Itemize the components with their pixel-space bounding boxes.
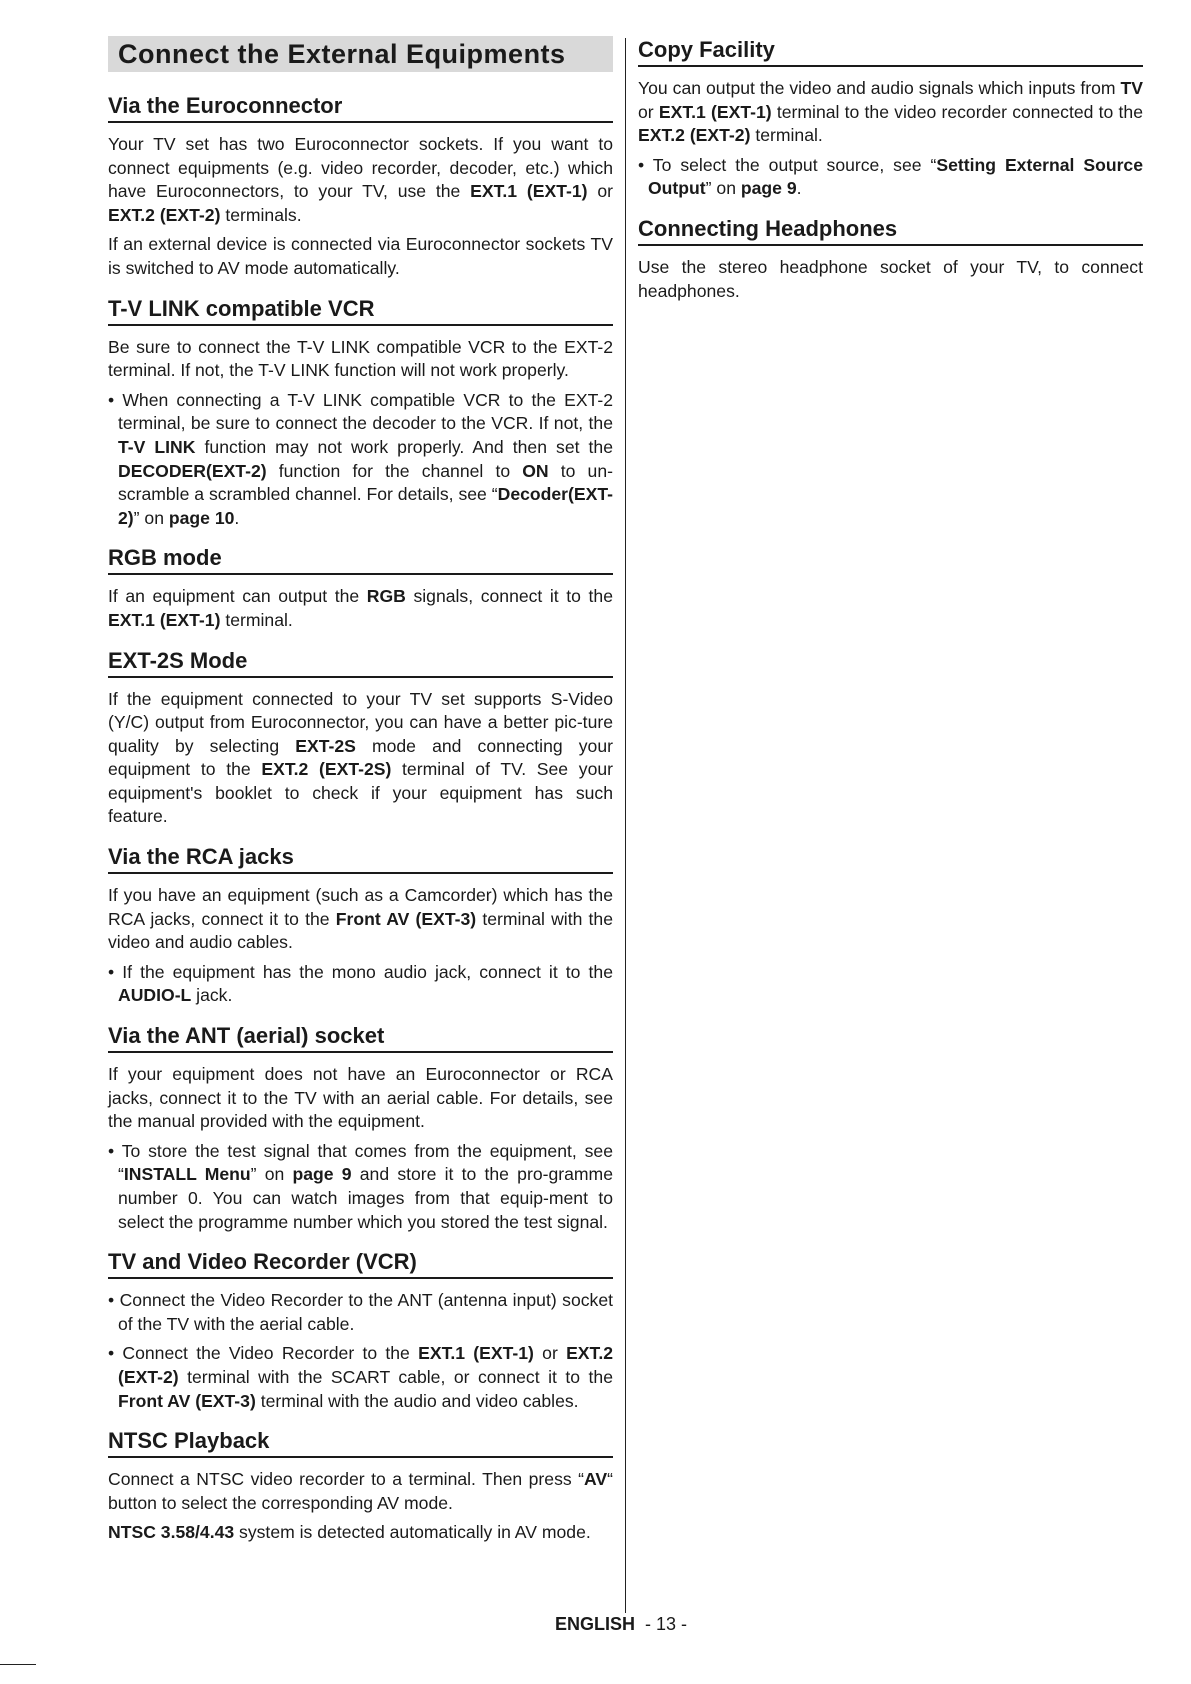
paragraph: If your equipment does not have an Euroconnector or RCA jacks, connect it to the TV with an aerial cable. For details, see the manual provided with the equipment.	[108, 1064, 613, 1132]
right-column	[638, 36, 1143, 317]
section-heading: Connecting Headphones	[638, 215, 1143, 246]
section-heading: NTSC Playback	[108, 1427, 613, 1458]
bullet-item: • To store the test signal that comes from the equipment, see “INSTALL Menu” on page 9 and store it to the pro-gramme number 0. You can watch images from that equip-ment to select the programme number which you stored the test signal.	[108, 1140, 613, 1232]
section-ext2s	[108, 647, 613, 830]
paragraph: If the equipment connected to your TV set supports S-Video (Y/C) output from Euroconnector, you can have a better pic-ture quality by selecting EXT-2S mode and connecting your equipment to the EXT.2 (EXT-2S) terminal of TV. See your equipment's booklet to check if your equipment has such feature.	[108, 688, 613, 827]
paragraph: Connect a NTSC video recorder to a terminal. Then press “AV“ button to select the corresponding AV mode.	[108, 1469, 613, 1513]
paragraph: You can output the video and audio signals which inputs from TV or EXT.1 (EXT-1) terminal to the video recorder connected to the EXT.2 (EXT-2) terminal.	[638, 78, 1143, 146]
bullet-item: • When connecting a T-V LINK compatible VCR to the EXT-2 terminal, be sure to connect the decoder to the VCR. If not, the T-V LINK function may not work properly. And then set the DECODER(EXT-2) function for the channel to ON to un-scramble a scrambled channel. For details, see “Decoder(EXT-2)” on page 10.	[108, 389, 613, 528]
column-divider	[625, 38, 626, 1613]
section-vcr	[108, 1248, 613, 1413]
bullet-item: • Connect the Video Recorder to the EXT.1 (EXT-1) or EXT.2 (EXT-2) terminal with the SCART cable, or connect it to the Front AV (EXT-3) terminal with the audio and video cables.	[108, 1343, 614, 1411]
section-heading: Copy Facility	[638, 36, 1143, 67]
section-heading: T-V LINK compatible VCR	[108, 295, 613, 326]
page-title: Connect the External Equipments	[108, 36, 613, 72]
section-tvlink	[108, 295, 613, 531]
bullet-item: • If the equipment has the mono audio jack, connect it to the AUDIO-L jack.	[108, 961, 613, 1006]
section-euroconnector	[108, 92, 613, 281]
paragraph: NTSC 3.58/4.43 system is detected automatically in AV mode.	[108, 1522, 591, 1543]
section-ntsc	[108, 1427, 613, 1545]
paragraph: Your TV set has two Euroconnector sockets. If you want to connect equipments (e.g. video recorder, decoder, etc.) which have Euroconnectors, to your TV, use the EXT.1 (EXT-1) or EXT.2 (EXT-2) terminals.	[108, 134, 613, 225]
section-rgb	[108, 544, 613, 632]
section-headphones	[638, 215, 1143, 303]
section-heading: TV and Video Recorder (VCR)	[108, 1248, 613, 1279]
left-column	[108, 36, 613, 1559]
section-rca	[108, 843, 613, 1008]
paragraph: Be sure to connect the T-V LINK compatible VCR to the EXT-2 terminal. If not, the T-V LINK function will not work properly.	[108, 336, 613, 381]
paragraph: If an equipment can output the RGB signals, connect it to the EXT.1 (EXT-1) terminal.	[108, 586, 613, 630]
paragraph: If an external device is connected via Euroconnector sockets TV is switched to AV mode automatically.	[108, 234, 613, 278]
section-heading: RGB mode	[108, 544, 613, 575]
bullet-item: • Connect the Video Recorder to the ANT (antenna input) socket of the TV with the aerial cable.	[108, 1290, 613, 1334]
section-heading: Via the ANT (aerial) socket	[108, 1022, 613, 1053]
page-number: - 13 -	[645, 1614, 688, 1634]
footer-language: ENGLISH	[555, 1614, 636, 1634]
section-heading: Via the RCA jacks	[108, 843, 613, 874]
section-ant	[108, 1022, 613, 1234]
bullet-item: • To select the output source, see “Setting External Source Output” on page 9.	[638, 154, 1143, 199]
paragraph: Use the stereo headphone socket of your TV, to connect headphones.	[638, 256, 1143, 301]
section-copy-facility	[638, 36, 1143, 201]
section-heading: Via the Euroconnector	[108, 92, 613, 123]
corner-mark	[0, 1664, 36, 1665]
page-footer	[555, 1614, 687, 1635]
paragraph: If you have an equipment (such as a Camcorder) which has the RCA jacks, connect it to the Front AV (EXT-3) terminal with the video and audio cables.	[108, 885, 614, 953]
section-heading: EXT-2S Mode	[108, 647, 613, 678]
